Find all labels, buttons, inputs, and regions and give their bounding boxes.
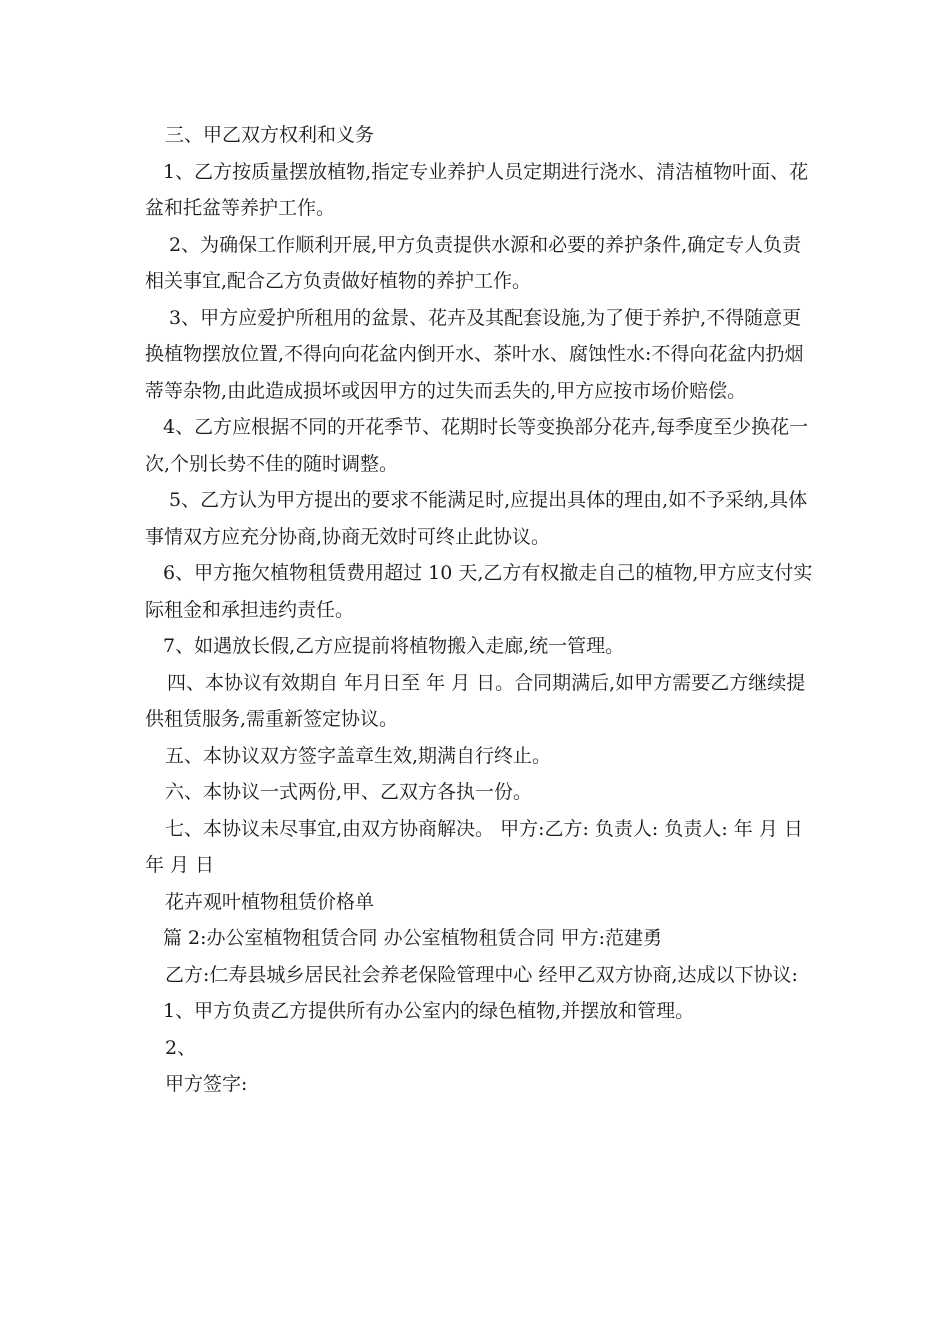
party-b-statement: 乙方:仁寿县城乡居民社会养老保险管理中心 经甲乙双方协商,达成以下协议: — [165, 963, 798, 986]
clause-6: 6、甲方拖欠植物租赁费用超过 10 天,乙方有权撤走自己的植物,甲方应支付实际租金和承担违约责任。 — [145, 562, 813, 621]
section-effective: 五、本协议双方签字盖章生效,期满自行终止。 — [165, 744, 552, 767]
clause-1: 1、乙方按质量摆放植物,指定专业养护人员定期进行浇水、清洁植物叶面、花盆和托盆等养护工作。 — [145, 160, 809, 219]
clause-7: 7、如遇放长假,乙方应提前将植物搬入走廊,统一管理。 — [163, 635, 625, 657]
clause-4: 4、乙方应根据不同的开花季节、花期时长等变换部分花卉,每季度至少换花一次,个别长势不佳的随时调整。 — [145, 416, 809, 475]
price-list-title: 花卉观叶植物租赁价格单 — [165, 890, 375, 913]
clause-5: 5、乙方认为甲方提出的要求不能满足时,应提出具体的理由,如不予采纳,具体事情双方应充分协商,协商无效时可终止此协议。 — [145, 489, 808, 548]
clause-3: 3、甲方应爱护所租用的盆景、花卉及其配套设施,为了便于养护,不得随意更换植物摆放位置,不得向向花盆内倒开水、茶叶水、腐蚀性水:不得向花盆内扔烟蒂等杂物,由此造成损坏或因甲方的过失而丢失的,甲方应按市场价赔偿。 — [145, 306, 804, 402]
section-heading-rights-obligations: 三、甲乙双方权利和义务 — [165, 124, 375, 146]
party-a-signature: 甲方签字: — [165, 1073, 248, 1095]
agreement-item-2: 2、 — [165, 1036, 197, 1059]
article-2-title: 篇 2:办公室植物租赁合同 办公室植物租赁合同 甲方:范建勇 — [163, 927, 663, 949]
section-copies: 六、本协议一式两份,甲、乙双方各执一份。 — [165, 781, 533, 803]
section-validity-period: 四、本协议有效期自 年月日至 年 月 日。合同期满后,如甲方需要乙方继续提供租赁服务,需重新签定协议。 — [145, 671, 806, 730]
clause-2: 2、为确保工作顺利开展,甲方负责提供水源和必要的养护条件,确定专人负责相关事宜,配合乙方负责做好植物的养护工作。 — [145, 233, 802, 292]
document-body — [145, 117, 813, 1103]
agreement-item-1: 1、甲方负责乙方提供所有办公室内的绿色植物,并摆放和管理。 — [163, 1000, 695, 1022]
section-unresolved-signatures: 七、本协议未尽事宜,由双方协商解决。 甲方:乙方: 负责人: 负责人: 年 月 日 年 月 日 — [145, 817, 803, 876]
